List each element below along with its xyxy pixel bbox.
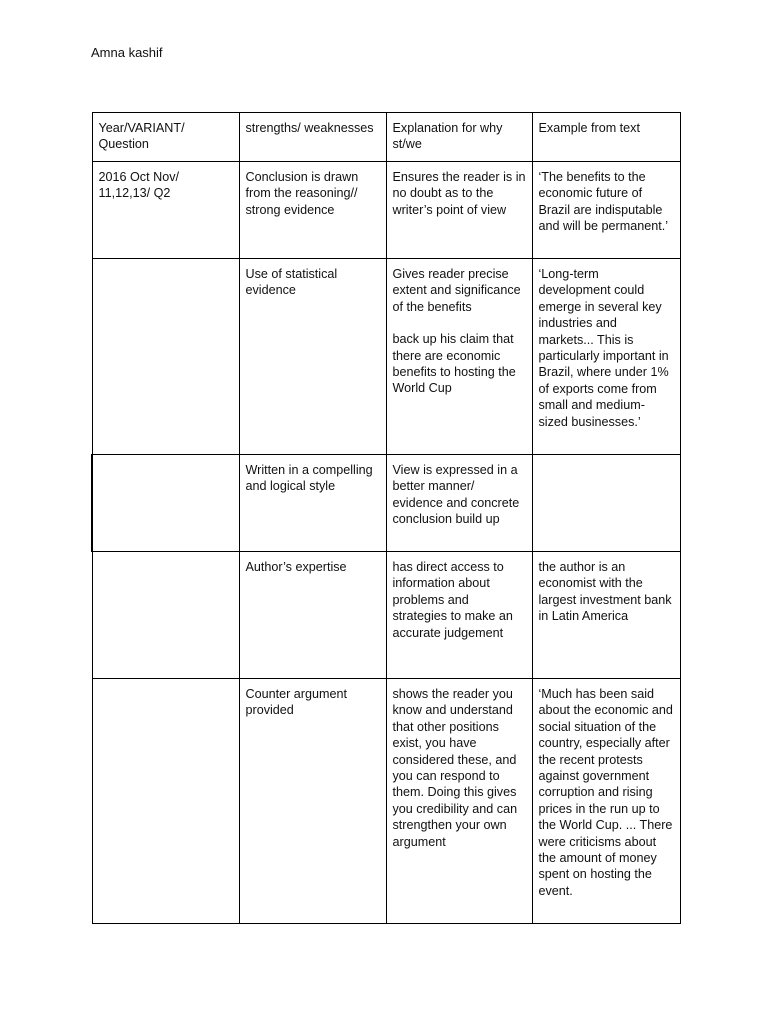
table-row <box>92 162 680 259</box>
year-cell <box>92 552 239 679</box>
header-cell-year <box>92 113 239 162</box>
cell-text: Conclusion is drawn from the reasoning// strong evidence <box>245 170 359 217</box>
example-cell <box>532 162 680 259</box>
cell-text: Gives reader precise extent and significance of the benefits <box>392 267 521 314</box>
explanation-cell <box>386 679 532 924</box>
cell-text: 2016 Oct Nov/ 11,12,13/ Q2 <box>98 170 180 201</box>
cell-text: View is expressed in a better manner/ evidence and concrete conclusion build up <box>392 463 520 527</box>
strength-cell <box>239 552 386 679</box>
cell-text: Ensures the reader is in no doubt as to the writer’s point of view <box>392 170 526 217</box>
header-cell-strength <box>239 113 386 162</box>
cell-text: ‘Much has been said about the economic and social situation of the country, especially after the recent protests against government corruption and rising prices in the run up to the World Cup. ... There were criticisms about the amount of money spent on hosting the event. <box>538 687 673 898</box>
cell-text: the author is an economist with the largest investment bank in Latin America <box>538 560 672 624</box>
table-row <box>92 259 680 455</box>
year-cell <box>92 455 239 552</box>
cell-text: back up his claim that there are economic benefits to hosting the World Cup <box>392 332 516 396</box>
header-label: strengths/ weaknesses <box>245 121 374 135</box>
strength-cell <box>239 162 386 259</box>
cell-text: has direct access to information about problems and strategies to make an accurate judgement <box>392 560 513 640</box>
explanation-cell <box>386 552 532 679</box>
example-cell <box>532 679 680 924</box>
header-cell-explanation <box>386 113 532 162</box>
explanation-cell <box>386 259 532 455</box>
strength-cell <box>239 455 386 552</box>
table-row <box>92 552 680 679</box>
year-cell <box>92 259 239 455</box>
cell-text: Use of statistical evidence <box>245 267 338 298</box>
header-label: Explanation for why st/we <box>392 121 503 152</box>
explanation-cell <box>386 455 532 552</box>
strength-cell <box>239 259 386 455</box>
header-label: Year/VARIANT/ Question <box>98 121 185 152</box>
table-row <box>92 455 680 552</box>
example-cell <box>532 455 680 552</box>
cell-text: Counter argument provided <box>245 687 348 718</box>
header-label: Example from text <box>538 121 640 135</box>
cell-text: Author’s expertise <box>245 560 347 574</box>
cell-text: ‘Long-term development could emerge in several key industries and markets... This is particularly important in Brazil, where under 1% of exports come from small and medium-sized businesses.’ <box>538 267 669 429</box>
year-cell <box>92 162 239 259</box>
author-name: Amna kashif <box>91 45 163 60</box>
strength-cell <box>239 679 386 924</box>
table-header-row <box>92 113 680 162</box>
header-cell-example <box>532 113 680 162</box>
cell-text: Written in a compelling and logical style <box>245 463 373 494</box>
table-row <box>92 679 680 924</box>
cell-text: ‘The benefits to the economic future of Brazil are indisputable and will be permanent.’ <box>538 170 669 234</box>
explanation-cell <box>386 162 532 259</box>
analysis-table <box>91 112 681 924</box>
year-cell <box>92 679 239 924</box>
example-cell <box>532 259 680 455</box>
cell-text: shows the reader you know and understand that other positions exist, you have considered these, and you can respond to them. Doing this gives you credibility and can strengthen your own argument <box>392 687 518 849</box>
example-cell <box>532 552 680 679</box>
